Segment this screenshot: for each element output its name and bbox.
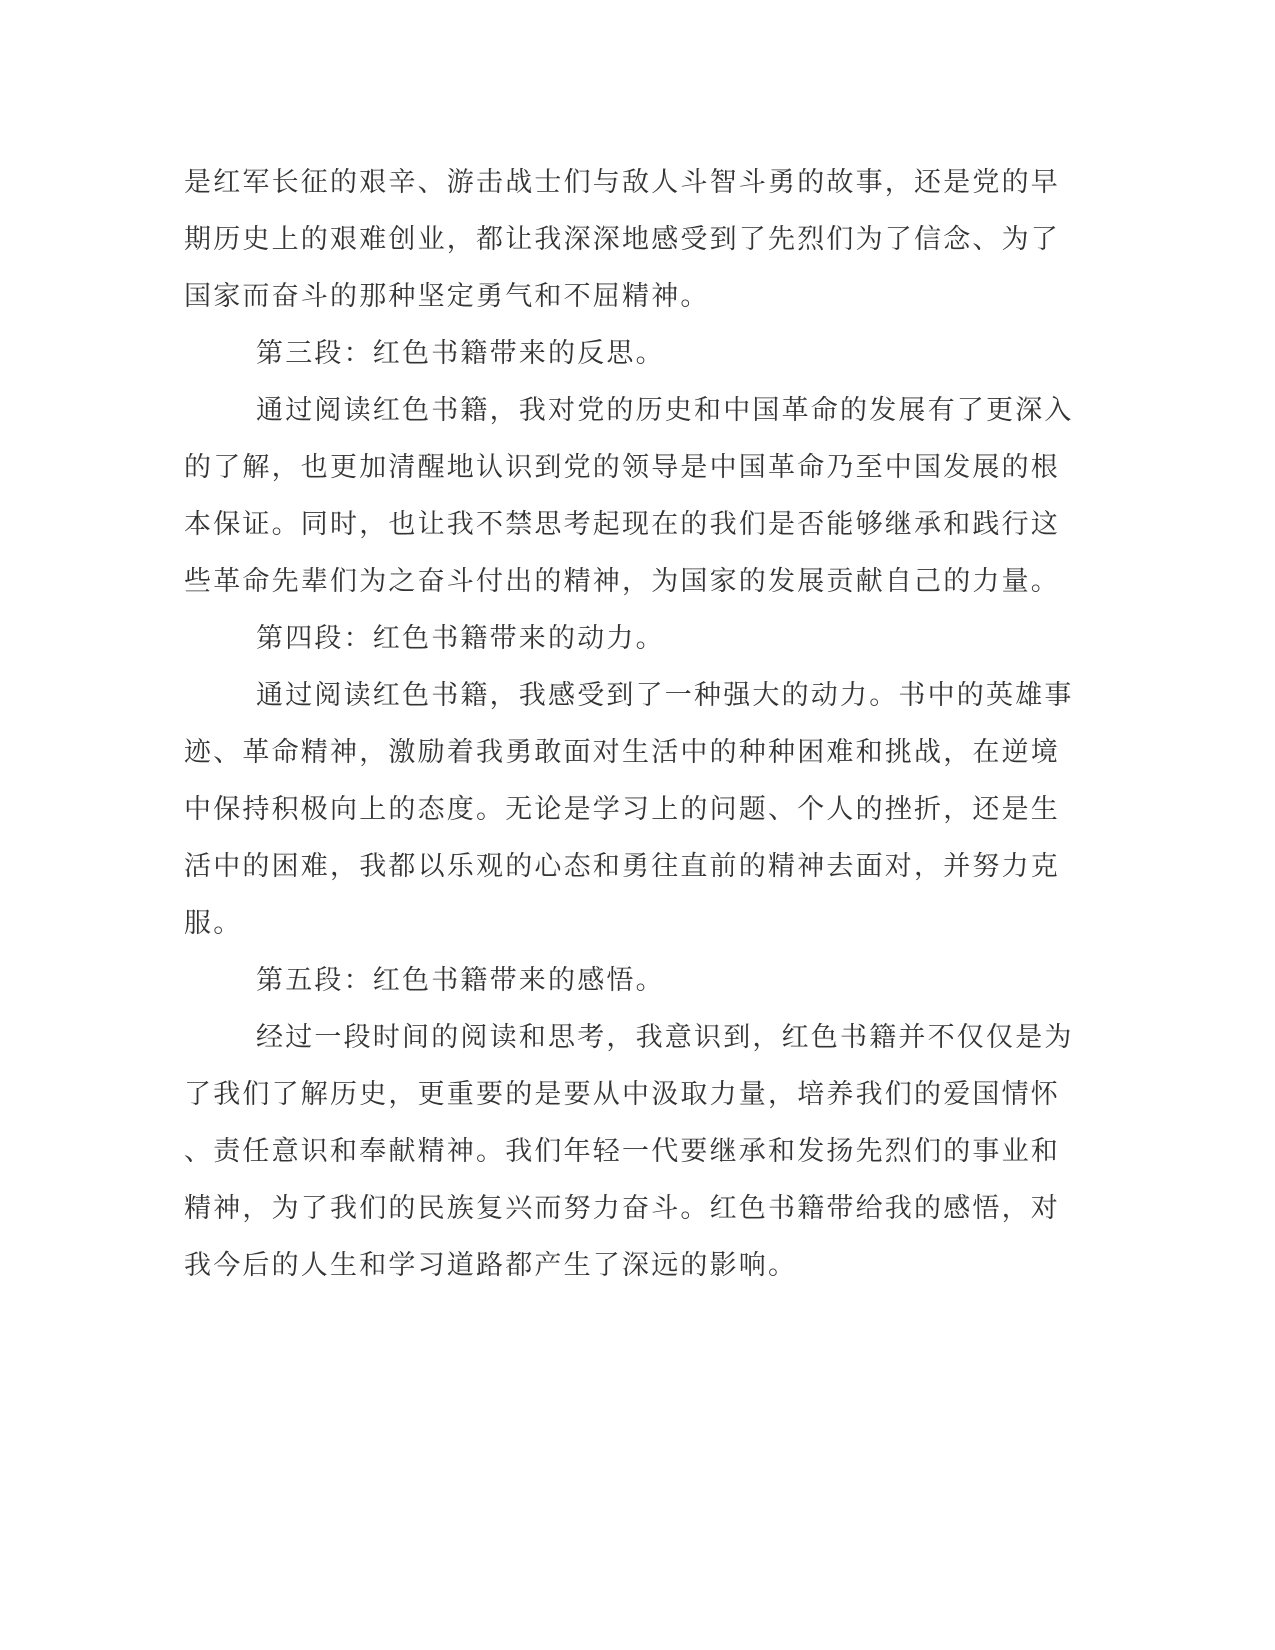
text-line: 经过一段时间的阅读和思考，我意识到，红色书籍并不仅仅是为 <box>256 1022 1074 1053</box>
text-line: 是红军长征的艰辛、游击战士们与敌人斗智斗勇的故事，还是党的早 <box>184 167 1060 198</box>
text-line: 期历史上的艰难创业，都让我深深地感受到了先烈们为了信念、为了 <box>184 224 1060 255</box>
text-line: 些革命先辈们为之奋斗付出的精神，为国家的发展贡献自己的力量。 <box>184 566 1060 597</box>
text-line: 了我们了解历史，更重要的是要从中汲取力量，培养我们的爱国情怀 <box>184 1079 1060 1110</box>
text-line: 精神，为了我们的民族复兴而努力奋斗。红色书籍带给我的感悟，对 <box>184 1193 1060 1224</box>
text-line: 、责任意识和奉献精神。我们年轻一代要继承和发扬先烈们的事业和 <box>184 1136 1060 1167</box>
text-line: 服。 <box>184 908 243 939</box>
section-heading: 第三段：红色书籍带来的反思。 <box>256 338 665 369</box>
text-line: 迹、革命精神，激励着我勇敢面对生活中的种种困难和挑战，在逆境 <box>184 737 1060 768</box>
section-heading: 第四段：红色书籍带来的动力。 <box>256 623 665 654</box>
text-line: 活中的困难，我都以乐观的心态和勇往直前的精神去面对，并努力克 <box>184 851 1060 882</box>
text-line: 我今后的人生和学习道路都产生了深远的影响。 <box>184 1250 798 1281</box>
section-heading: 第五段：红色书籍带来的感悟。 <box>256 965 665 996</box>
text-line: 国家而奋斗的那种坚定勇气和不屈精神。 <box>184 281 710 312</box>
text-line: 的了解，也更加清醒地认识到党的领导是中国革命乃至中国发展的根 <box>184 452 1060 483</box>
text-line: 通过阅读红色书籍，我对党的历史和中国革命的发展有了更深入 <box>256 395 1074 426</box>
text-line: 通过阅读红色书籍，我感受到了一种强大的动力。书中的英雄事 <box>256 680 1074 711</box>
document-body <box>184 154 1074 1294</box>
text-line: 本保证。同时，也让我不禁思考起现在的我们是否能够继承和践行这 <box>184 509 1060 540</box>
text-line: 中保持积极向上的态度。无论是学习上的问题、个人的挫折，还是生 <box>184 794 1060 825</box>
